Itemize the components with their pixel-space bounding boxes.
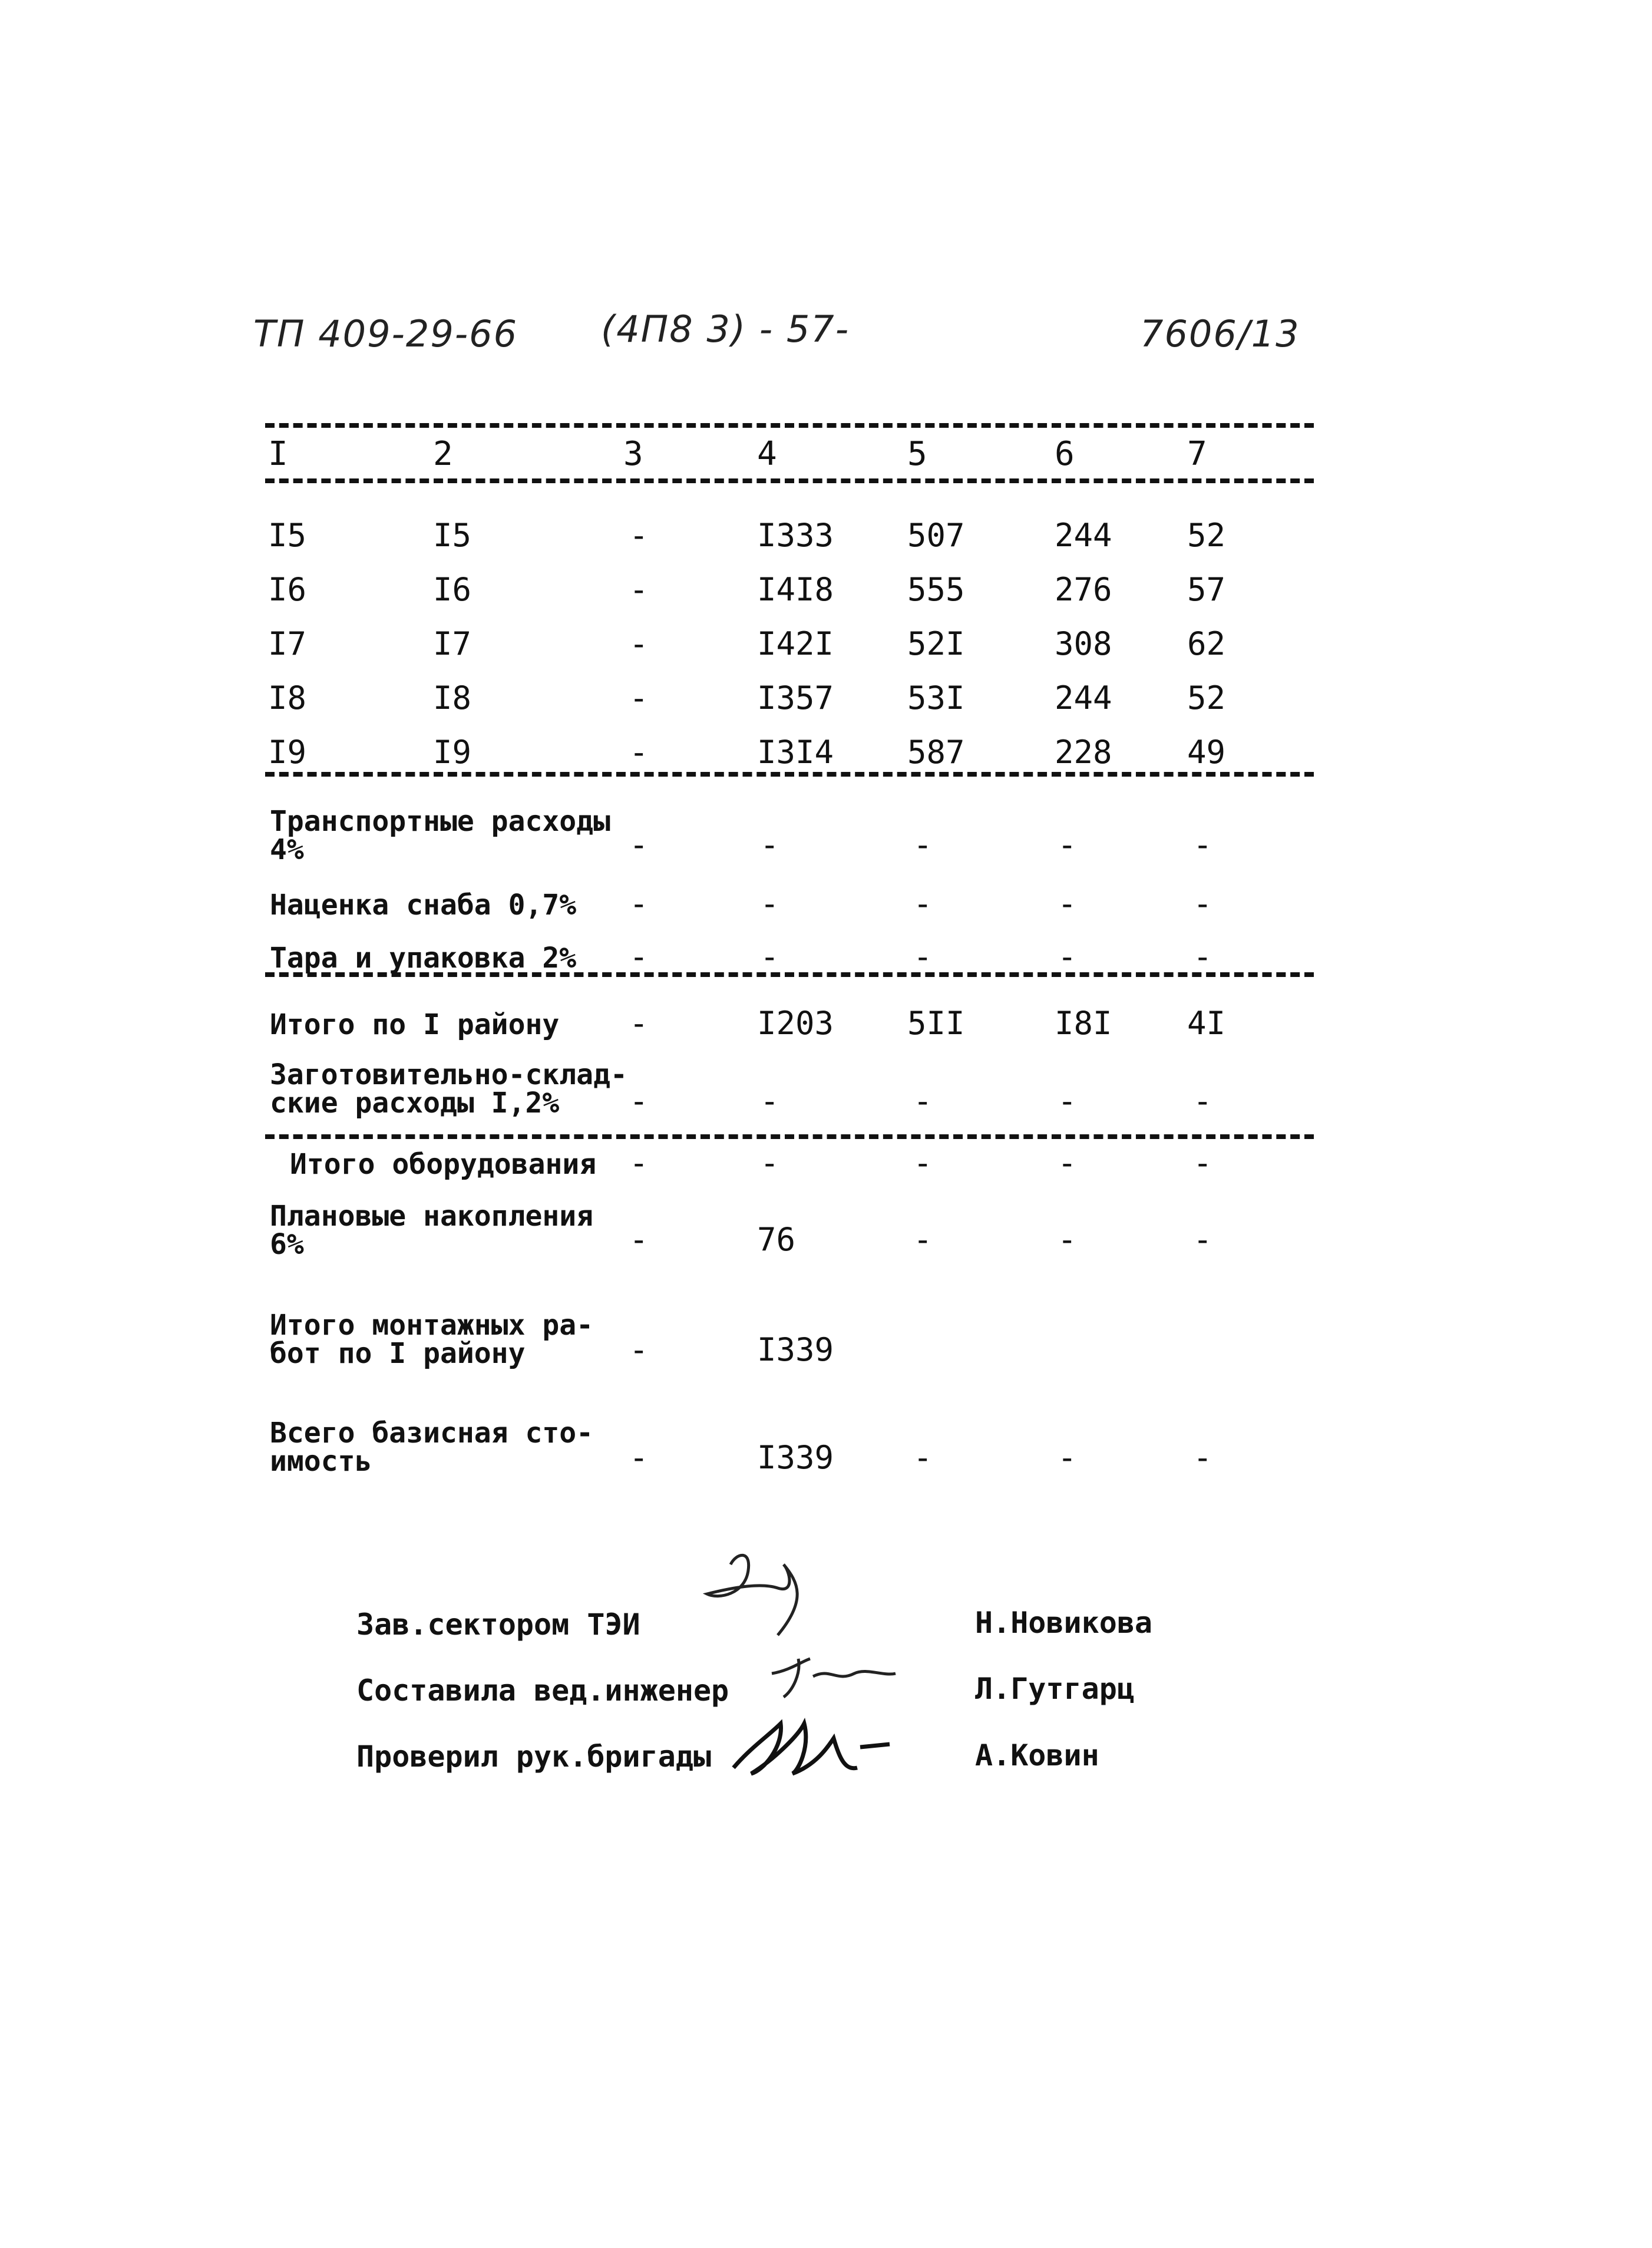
row-cell: - — [629, 517, 649, 554]
row-cell: 276 — [1055, 571, 1112, 608]
summary-cell: - — [913, 826, 933, 863]
col-header-1: I — [268, 435, 288, 473]
equipment-rule — [265, 1134, 1314, 1139]
summary-cell: 76 — [757, 1221, 796, 1258]
row-cell: I4I8 — [757, 571, 834, 608]
summary-cell: - — [1058, 826, 1077, 863]
row-cell: I5 — [433, 517, 472, 554]
summary-cell: I339 — [757, 1331, 834, 1368]
summary-cell: - — [760, 1144, 779, 1181]
summary-cell: - — [629, 1082, 649, 1120]
summary-cell: - — [629, 1439, 649, 1476]
summary-cell: - — [1058, 1439, 1077, 1476]
row-cell: I357 — [757, 679, 834, 717]
row-cell: I3I4 — [757, 734, 834, 771]
summary-cell: - — [913, 1144, 933, 1181]
row-cell: I5 — [268, 517, 307, 554]
col-header-6: 6 — [1055, 435, 1075, 473]
summary-cell: 5II — [907, 1005, 965, 1042]
col-header-2: 2 — [433, 435, 453, 473]
row-cell: - — [629, 734, 649, 771]
row-cell: 507 — [907, 517, 965, 554]
summary-cell: - — [913, 1221, 933, 1258]
handwritten-signature-icon — [766, 1650, 901, 1703]
row-cell: I333 — [757, 517, 834, 554]
summary-cell: - — [1058, 1144, 1077, 1181]
summary-cell: - — [760, 1082, 779, 1120]
summary-label: Заготовительно-склад- ские расходы I,2% — [270, 1058, 627, 1120]
summary-label: Наценка снаба 0,7% — [270, 889, 577, 922]
summary-cell: - — [629, 938, 649, 975]
table-top-rule — [265, 423, 1314, 428]
signer-name: Л.Гутгарц — [975, 1672, 1135, 1706]
summary-cell: - — [913, 1439, 933, 1476]
summary-cell: - — [913, 1082, 933, 1120]
sheet-number: (4П8 3) - 57- — [601, 308, 850, 351]
row-cell: - — [629, 571, 649, 608]
col-header-5: 5 — [907, 435, 927, 473]
summary-label: Плановые накопления 6% — [270, 1200, 594, 1261]
summary-label: Итого по I району — [270, 1008, 560, 1041]
signer-name: А.Ковин — [975, 1738, 1099, 1772]
row-cell: I7 — [268, 625, 307, 662]
summary-label: Транспортные расходы 4% — [270, 805, 610, 866]
col-header-7: 7 — [1187, 435, 1207, 473]
row-cell: 308 — [1055, 625, 1112, 662]
row-cell: I7 — [433, 625, 472, 662]
row-cell: I6 — [433, 571, 472, 608]
summary-cell: - — [913, 938, 933, 975]
row-cell: I42I — [757, 625, 834, 662]
row-cell: 587 — [907, 734, 965, 771]
signer-role: Составила вед.инженер — [356, 1673, 729, 1708]
header-bottom-rule — [265, 478, 1314, 483]
row-cell: 52 — [1187, 679, 1226, 717]
summary-cell: 4I — [1187, 1005, 1226, 1042]
row-cell: 62 — [1187, 625, 1226, 662]
row-cell: 228 — [1055, 734, 1112, 771]
handwritten-signature-icon — [728, 1712, 893, 1782]
row-cell: - — [629, 679, 649, 717]
summary-cell: - — [760, 885, 779, 922]
summary-cell: - — [760, 826, 779, 863]
summary-cell: I339 — [757, 1439, 834, 1476]
row-cell: 57 — [1187, 571, 1226, 608]
summary-label: Итого монтажных ра- бот по I району — [270, 1309, 594, 1370]
summary-cell: - — [1058, 1082, 1077, 1120]
summary-cell: - — [629, 1144, 649, 1181]
summary-cell: - — [629, 1005, 649, 1042]
summary-label: Всего базисная сто- имость — [270, 1417, 594, 1478]
summary-cell: - — [913, 885, 933, 922]
signer-role: Проверил рук.бригады — [356, 1739, 712, 1774]
row-cell: 52I — [907, 625, 965, 662]
col-header-4: 4 — [757, 435, 777, 473]
col-header-3: 3 — [623, 435, 643, 473]
row-cell: 49 — [1187, 734, 1226, 771]
summary-cell: - — [1193, 1221, 1212, 1258]
row-cell: I8 — [433, 679, 472, 717]
summary-cell: - — [1058, 938, 1077, 975]
summary-label: Тара и упаковка 2% — [270, 942, 577, 975]
doc-code: ТП 409-29-66 — [253, 312, 518, 355]
summary-cell: - — [1193, 1144, 1212, 1181]
row-cell: 53I — [907, 679, 965, 717]
summary-cell: - — [1193, 826, 1212, 863]
row-cell: 244 — [1055, 517, 1112, 554]
summary-cell: - — [1193, 1439, 1212, 1476]
summary-cell: - — [1193, 1082, 1212, 1120]
row-cell: I6 — [268, 571, 307, 608]
row-cell: I8 — [268, 679, 307, 717]
signer-name: Н.Новикова — [975, 1606, 1153, 1640]
row-cell: 555 — [907, 571, 965, 608]
rows-bottom-rule — [265, 772, 1314, 777]
summary-cell: - — [1193, 885, 1212, 922]
summary-cell: I203 — [757, 1005, 834, 1042]
archive-number: 7606/13 — [1140, 312, 1300, 355]
handwritten-signature-icon — [695, 1547, 825, 1647]
summary-cell: - — [1058, 885, 1077, 922]
summary-cell: - — [629, 1331, 649, 1368]
summary-label: Итого оборудования — [290, 1148, 597, 1181]
row-cell: 244 — [1055, 679, 1112, 717]
row-cell: I9 — [433, 734, 472, 771]
summary-cell: - — [629, 826, 649, 863]
summary-cell: - — [629, 885, 649, 922]
row-cell: I9 — [268, 734, 307, 771]
row-cell: 52 — [1187, 517, 1226, 554]
signer-role: Зав.сектором ТЭИ — [356, 1607, 640, 1642]
summary-cell: I8I — [1055, 1005, 1112, 1042]
summary-cell: - — [1193, 938, 1212, 975]
summary-cell: - — [760, 938, 779, 975]
row-cell: - — [629, 625, 649, 662]
summary-cell: - — [629, 1221, 649, 1258]
summary-cell: - — [1058, 1221, 1077, 1258]
